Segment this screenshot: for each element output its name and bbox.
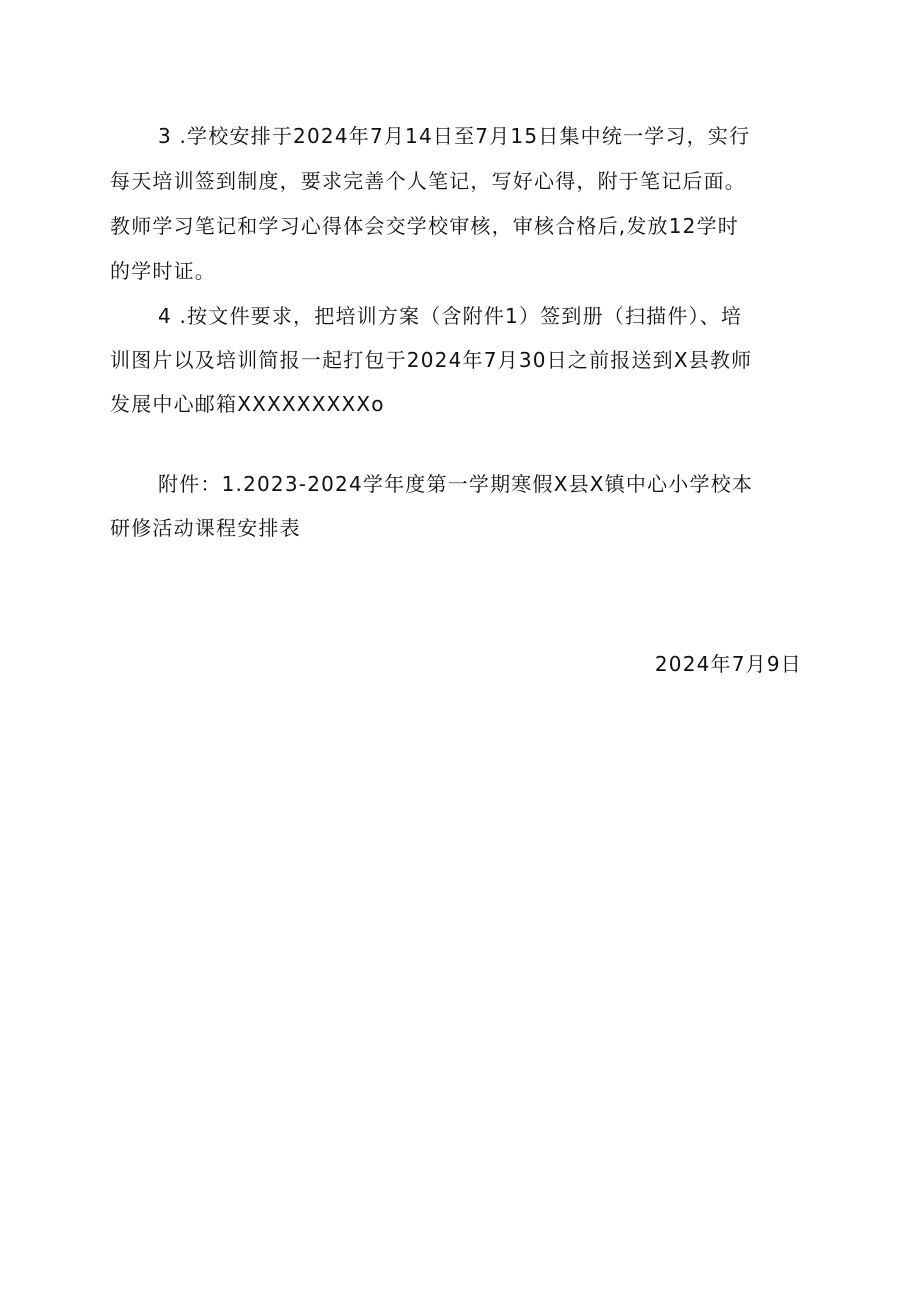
attachment-line2: 研修活动课程安排表 [110, 516, 301, 540]
para3-line1: 3 .学校安排于2024年7月14日至7月15日集中统一学习，实行 [158, 124, 751, 148]
document-date: 2024年7月9日 [654, 652, 802, 676]
para4-line2: 训图片以及培训简报一起打包于2024年7月30日之前报送到X县教师 [110, 348, 753, 372]
para3-line3: 教师学习笔记和学习心得体会交学校审核，审核合格后,发放12学时 [110, 214, 740, 238]
attachment-line1: 附件：1.2023-2024学年度第一学期寒假X县X镇中心小学校本 [158, 472, 754, 496]
para4-line1: 4 .按文件要求，把培训方案（含附件1）签到册（扫描件）、培 [158, 304, 743, 328]
para3-line4: 的学时证。 [110, 259, 216, 283]
para4-line3: 发展中心邮箱XXXXXXXXXo [110, 392, 385, 416]
para3-line2: 每天培训签到制度，要求完善个人笔记，写好心得，附于笔记后面。 [110, 169, 746, 193]
